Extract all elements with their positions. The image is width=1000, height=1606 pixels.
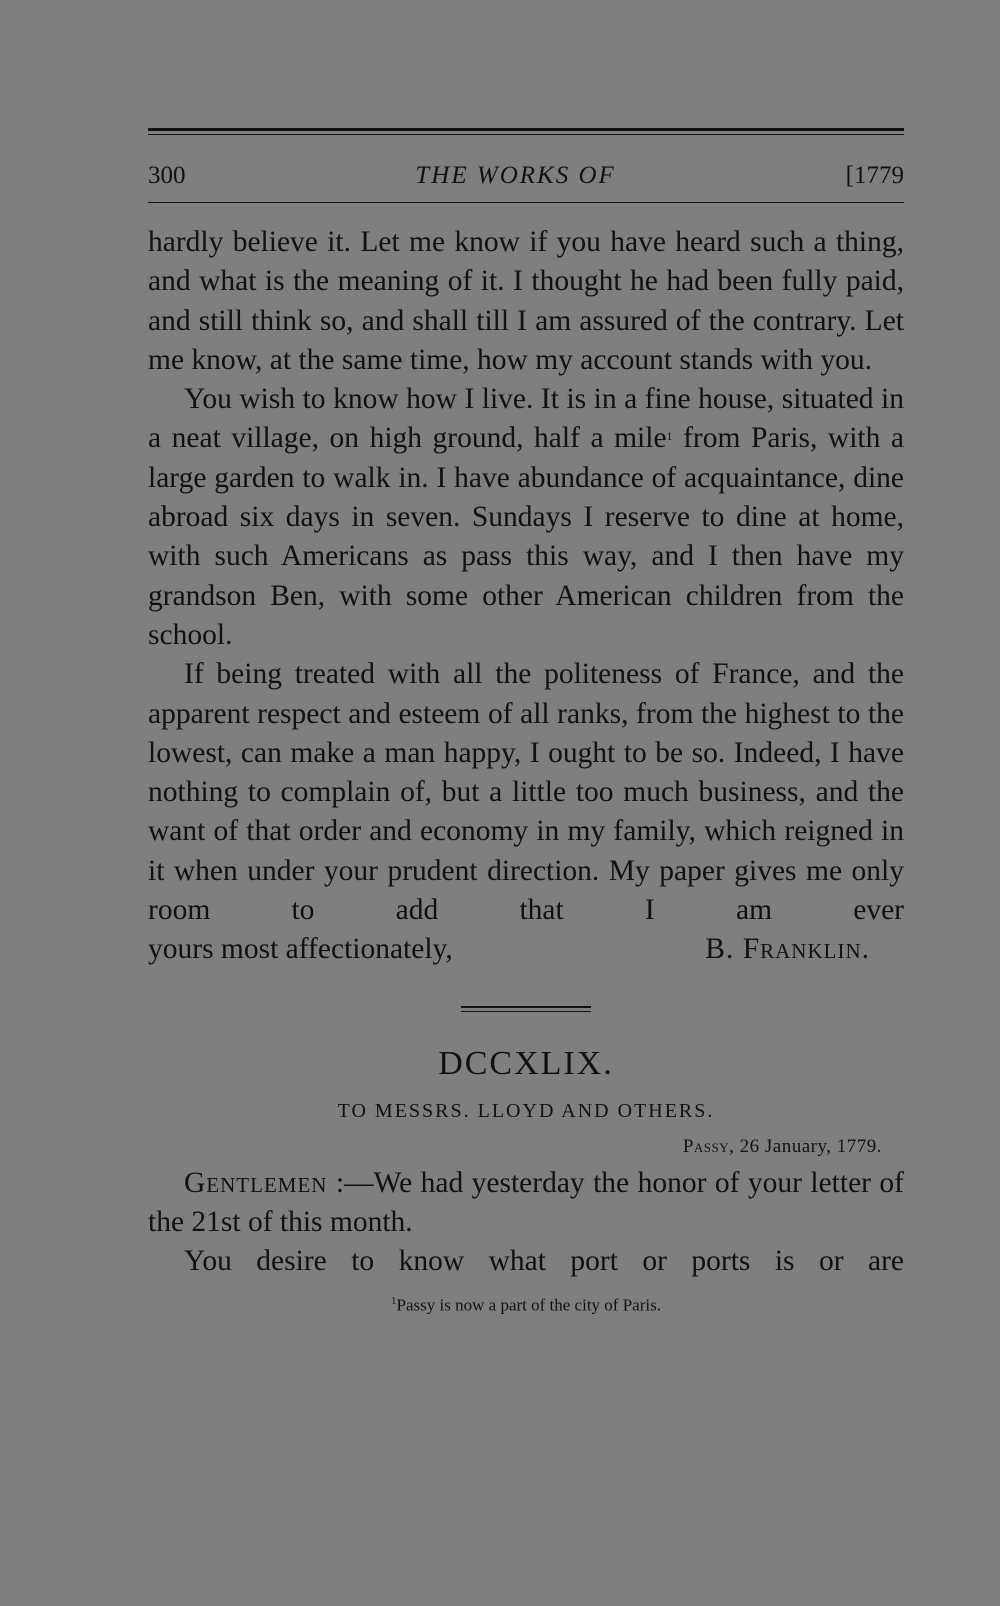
letter-paragraph-1 bbox=[148, 1164, 904, 1243]
paragraph-2-text-b: from Paris, with a large garden to walk in. I have abundance of acquaintance, dine abroad six days in seven. Sundays I reserve to dine at home, with such Americans as pass this way, and I then have my grandson Ben, with some other American children from the school. bbox=[148, 422, 904, 651]
dateline-place: Passy, bbox=[682, 1135, 735, 1157]
letter-opening: :—We had yesterday the honor of your letter of the 21st of this month. bbox=[148, 1166, 904, 1238]
letter-number: DCCXLIX. bbox=[438, 1044, 614, 1082]
salutation: Gentlemen bbox=[184, 1166, 328, 1199]
paragraph-3: If being treated with all the politeness of France, and the apparent respect and esteem of all ranks, from the highest to the lowest, can make a man happy, I ought to be so. Indeed, I have nothing to complain of, but a little too much business, and the want of that order and economy in my family, which reigned in it when under your prudent direction. My paper gives me only room to add that I am ever bbox=[148, 658, 904, 927]
closing: yours most affectionately, bbox=[148, 933, 453, 966]
running-title: THE WORKS OF bbox=[415, 162, 616, 189]
header-bottom-rule bbox=[148, 202, 904, 203]
footnote-text: Passy is now a part of the city of Paris. bbox=[396, 1295, 661, 1315]
dateline-date: 26 January, 1779. bbox=[734, 1135, 882, 1157]
letter-body bbox=[148, 1164, 904, 1282]
letter-continuation bbox=[148, 223, 904, 970]
letter-paragraph-2: You desire to know what port or ports is or are bbox=[184, 1245, 904, 1278]
paragraph-2-text-a: You wish to know how I live. It is in a fine house, situated in a neat village, on high ground, half a mile bbox=[148, 383, 904, 455]
letter-addressee: TO MESSRS. LLOYD AND OTHERS. bbox=[337, 1099, 715, 1122]
footnote-reference: 1 bbox=[666, 429, 673, 444]
page-number: 300 bbox=[148, 162, 186, 189]
letter-dateline bbox=[148, 1134, 882, 1160]
signoff-line bbox=[148, 930, 904, 969]
header-top-rule bbox=[148, 128, 904, 135]
running-head bbox=[148, 161, 904, 191]
footnote-marker: 1 bbox=[391, 1294, 397, 1307]
paragraph-1: hardly believe it. Let me know if you have heard such a thing, and what is the meaning of it. I thought he had been fully paid, and still think so, and shall till I am assured of the contrary. Let me know, at the same time, how my account stands with you. bbox=[148, 226, 904, 376]
paragraph-2 bbox=[148, 380, 904, 655]
book-page bbox=[148, 128, 904, 1316]
footnote bbox=[148, 1290, 904, 1317]
signature: B. Franklin. bbox=[705, 933, 870, 966]
section-divider bbox=[461, 1006, 591, 1012]
year-marker: [1779 bbox=[845, 162, 904, 189]
